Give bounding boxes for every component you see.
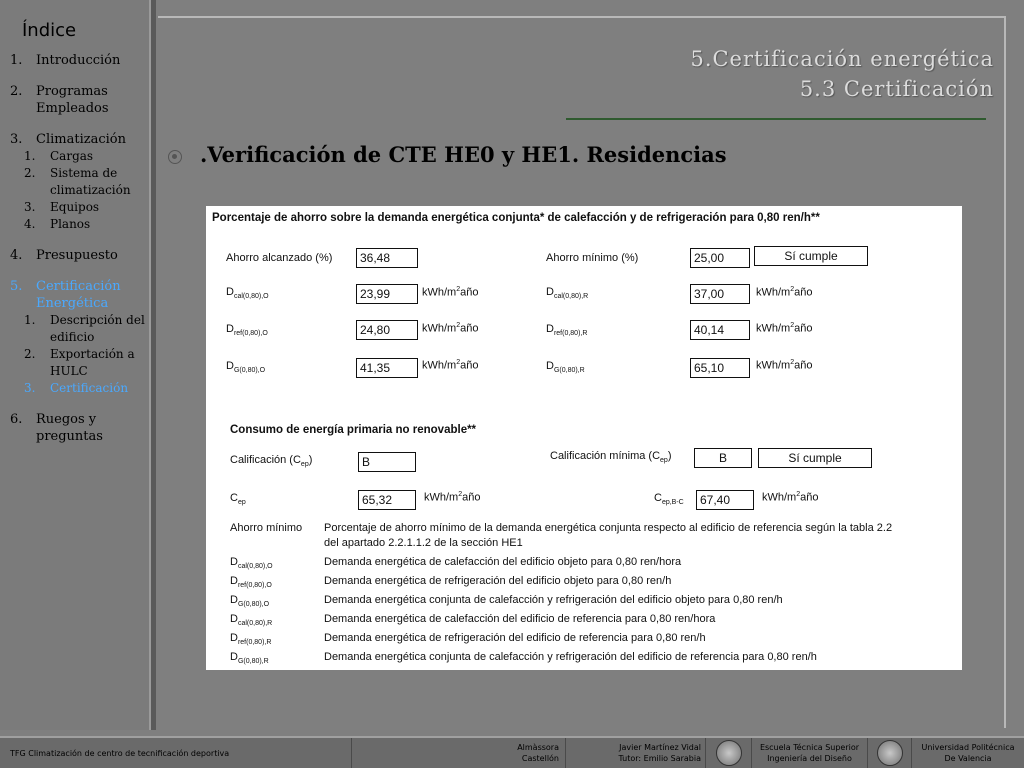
section2-title: Consumo de energía primaria no renovable** [230, 424, 477, 436]
dg-o-value: 41,35 [356, 358, 418, 378]
toc-item-programas[interactable]: 2. Programas Empleados [10, 84, 109, 116]
toc-sublist-climatizacion [24, 148, 150, 233]
university-seal-icon [877, 740, 903, 766]
toc-subitem-sistema[interactable]: 2. Sistema de climatización [24, 166, 131, 197]
slide-title-line2: 5.3 Certificación [799, 77, 994, 101]
legend-term: $D_{G(0,80),R}$ [230, 651, 269, 666]
calificacion-label: Calificación $(C_{ep})$ [230, 454, 313, 469]
sidebar-title: Índice [22, 20, 77, 41]
unit-label: kWh/$m^2año$ [424, 491, 481, 504]
toc-item-ruegos[interactable]: 6. Ruegos y preguntas [10, 412, 103, 444]
toc-item-presupuesto[interactable]: 4. Presupuesto [10, 248, 118, 263]
legend-desc-ahorro: Porcentaje de ahorro mínimo de la demanda energética conjunta respecto al edificio de referencia según la tabla 2.2 [324, 522, 893, 534]
footer-author: Javier Martínez Vidal Tutor: Emilio Sarabia [566, 738, 706, 768]
ahorro-alcanzado-label: Ahorro alcanzado (%) [226, 252, 333, 264]
footer-project: TFG Climatización de centro de tecnificación deportiva [0, 738, 352, 768]
dref-o-value: 24,80 [356, 320, 418, 340]
cep-label: $C_{ep}$ [230, 492, 246, 507]
legend-desc: Demanda energética de refrigeración del edificio objeto para 0,80 ren/h [324, 575, 672, 587]
dcal-o-label: $D_{cal(0,80),O}$ [226, 286, 269, 301]
cep-value: 65,32 [358, 490, 416, 510]
toc-subitem-descripcion[interactable]: 1. Descripción del edificio [24, 313, 145, 344]
legend-term: $D_{ref(0,80),R}$ [230, 632, 272, 647]
unit-label: kWh/$m^2año$ [756, 286, 813, 299]
unit-label: kWh/$m^2año$ [422, 359, 479, 372]
school-logo [706, 738, 752, 768]
footer-university: Universidad Politécnica De Valencia [921, 743, 1015, 763]
sidebar [0, 0, 156, 730]
dref-o-label: $D_{ref(0,80),O}$ [226, 323, 268, 338]
footer [0, 736, 1024, 768]
legend-desc: Demanda energética de refrigeración del edificio de referencia para 0,80 ren/h [324, 632, 706, 644]
unit-label: kWh/$m^2año$ [422, 286, 479, 299]
legend-desc: Demanda energética de calefacción del edificio objeto para 0,80 ren/hora [324, 556, 682, 568]
verification-report [206, 206, 962, 670]
legend-desc: Demanda energética de calefacción del edificio de referencia para 0,80 ren/hora [324, 613, 716, 625]
unit-label: kWh/$m^2año$ [756, 359, 813, 372]
title-divider [566, 118, 986, 120]
section1-title: Porcentaje de ahorro sobre la demanda energética conjunta* de calefacción y de refrigeración para 0,80 ren/h** [212, 212, 820, 224]
toc-item-certificacion-energetica[interactable]: 5. Certificación Energética [10, 279, 121, 311]
calificacion-minima-value: B [694, 448, 752, 468]
cep-bc-value: 67,40 [696, 490, 754, 510]
dcal-r-value: 37,00 [690, 284, 750, 304]
legend-term: $D_{G(0,80),O}$ [230, 594, 270, 609]
unit-label: kWh/$m^2año$ [762, 491, 819, 504]
dref-r-label: $D_{ref(0,80),R}$ [546, 323, 588, 338]
legend-desc: Demanda energética conjunta de calefacción y refrigeración del edificio objeto para 0,80 ren/h [324, 594, 783, 606]
legend-term-ahorro: Ahorro mínimo [230, 522, 303, 534]
dref-r-value: 40,14 [690, 320, 750, 340]
calificacion-minima-label: Calificación mínima $(C_{ep})$ [550, 450, 672, 465]
legend-desc: Demanda energética conjunta de calefacción y refrigeración del edificio de referencia para 0,80 ren/h [324, 651, 817, 663]
calificacion-value: B [358, 452, 416, 472]
dg-r-label: $D_{G(0,80),R}$ [546, 360, 585, 375]
ahorro-alcanzado-value: 36,48 [356, 248, 418, 268]
toc-subitem-planos[interactable]: 4. Planos [24, 217, 91, 231]
toc-sublist-certificacion [24, 312, 150, 397]
cumple-badge-1: Sí cumple [754, 246, 868, 266]
toc-subitem-cargas[interactable]: 1. Cargas [24, 149, 94, 163]
slide-title [690, 44, 994, 104]
toc-item-climatizacion[interactable]: 3. Climatización [10, 132, 126, 147]
slide-title-line1: 5.Certificación energética [690, 47, 994, 71]
dcal-r-label: $D_{cal(0,80),R}$ [546, 286, 589, 301]
school-seal-icon [716, 740, 742, 766]
legend-desc-ahorro-2: del apartado 2.2.1.1.2 de la sección HE1 [324, 537, 523, 549]
toc-item-introduccion[interactable]: 1. Introducción [10, 53, 121, 68]
cep-bc-label: $C_{ep,B-C}$ [654, 492, 684, 507]
dg-o-label: $D_{G(0,80),O}$ [226, 360, 266, 375]
dg-r-value: 65,10 [690, 358, 750, 378]
cumple-badge-2: Sí cumple [758, 448, 872, 468]
toc-subitem-exportacion[interactable]: 2. Exportación a HULC [24, 347, 135, 378]
unit-label: kWh/$m^2año$ [756, 322, 813, 335]
unit-label: kWh/$m^2año$ [422, 322, 479, 335]
footer-school: Escuela Técnica Superior Ingeniería del Diseño [752, 738, 868, 768]
university-logo [868, 738, 912, 768]
slide-heading: .Verificación de CTE HE0 y HE1. Residencias [200, 142, 727, 167]
bullet-icon [168, 150, 182, 164]
footer-place: Almàssora Castellón [352, 738, 566, 768]
dcal-o-value: 23,99 [356, 284, 418, 304]
ahorro-minimo-label: Ahorro mínimo (%) [546, 252, 639, 264]
legend-term: $D_{cal(0,80),R}$ [230, 613, 273, 628]
ahorro-minimo-value: 25,00 [690, 248, 750, 268]
legend-term: $D_{ref(0,80),O}$ [230, 575, 272, 590]
table-of-contents [10, 52, 150, 459]
legend-term: $D_{cal(0,80),O}$ [230, 556, 273, 571]
toc-subitem-equipos[interactable]: 3. Equipos [24, 200, 100, 214]
toc-subitem-certificacion[interactable]: 3. Certificación [24, 381, 129, 395]
